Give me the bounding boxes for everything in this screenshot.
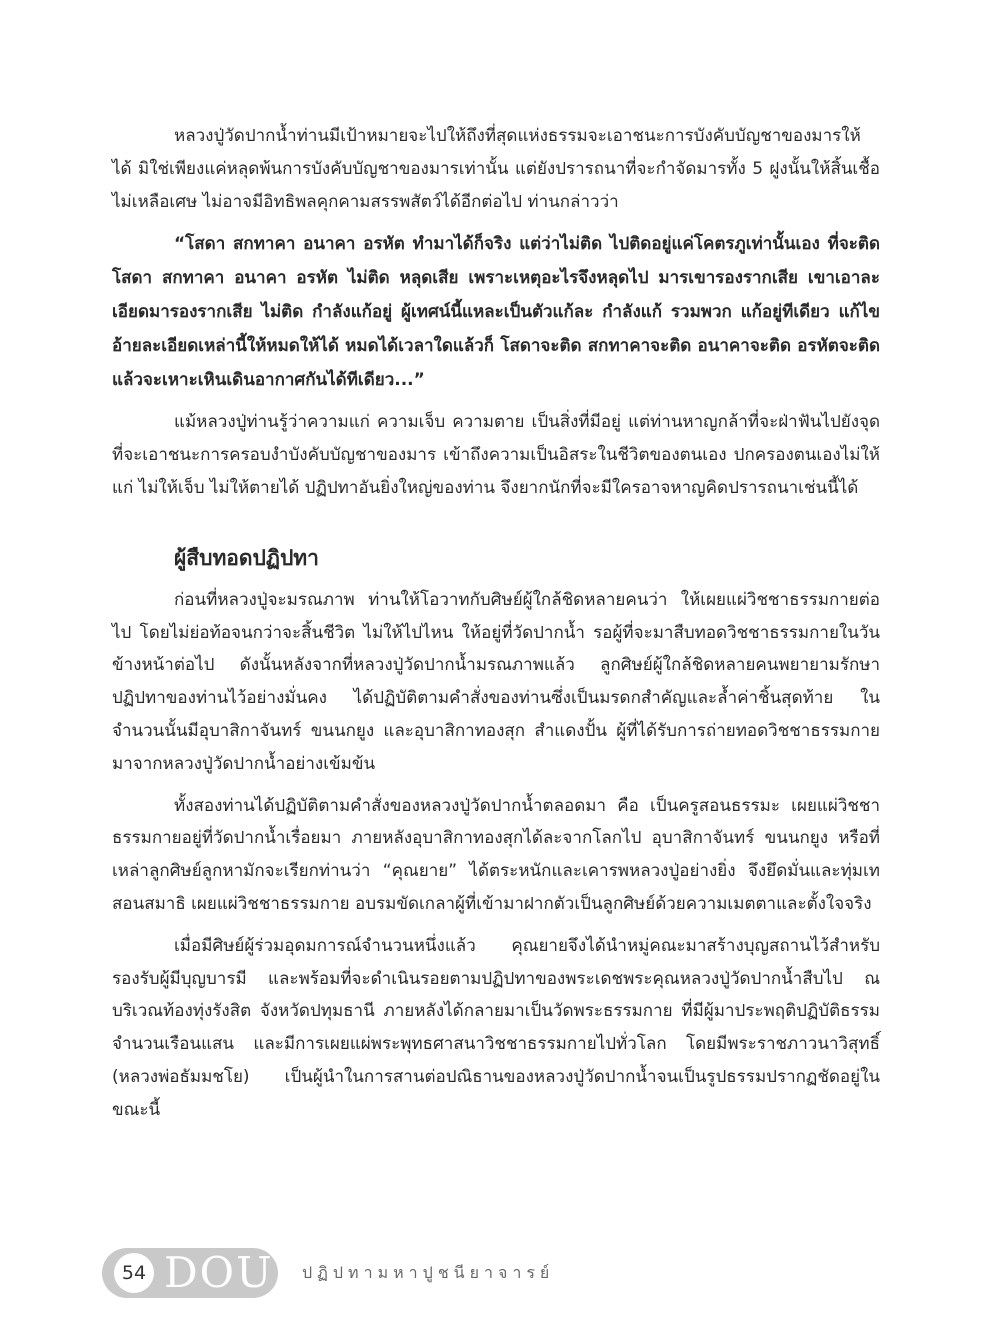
page-number: 54	[114, 1253, 154, 1293]
footer-badge	[102, 1248, 278, 1298]
paragraph-5: เมื่อมีศิษย์ผู้ร่วมอุดมการณ์จำนวนหนึ่งแล้ว คุณยายจึงได้นำหมู่คณะมาสร้างบุญสถานไว้สำหรับรองรับผู้มีบุญบารมี และพร้อมที่จะดำเนินรอยตามปฏิปทาของพระเดชพระคุณหลวงปู่วัดปากน้ำสืบไป ณ บริเวณท้องทุ่งรังสิต จังหวัดปทุมธานี ภายหลังได้กลายมาเป็นวัดพระธรรมกาย ที่มีผู้มาประพฤติปฏิบัติธรรมจำนวนเรือนแสน และมีการเผยแผ่พระพุทธศาสนาวิชชาธรรมกายไปทั่วโลก โดยมีพระราชภาวนาวิสุทธิ์ (หลวงพ่อธัมมชโย) เป็นผู้นำในการสานต่อปณิธานของหลวงปู่วัดปากน้ำจนเป็นรูปธรรมปรากฏชัดอยู่ในขณะนี้	[112, 935, 880, 1120]
paragraph-2: แม้หลวงปู่ท่านรู้ว่าความแก่ ความเจ็บ ความตาย เป็นสิ่งที่มีอยู่ แต่ท่านหาญกล้าที่จะฝ่าฟันไปยังจุดที่จะเอาชนะการครอบงำบังคับบัญชาของมาร เข้าถึงความเป็นอิสระในชีวิตของตนเอง ปกครองตนเองไม่ให้แก่ ไม่ให้เจ็บ ไม่ให้ตายได้ ปฏิปทาอันยิ่งใหญ่ของท่าน จึงยากนักที่จะมีใครอาจหาญคิดปรารถนาเช่นนี้ได้	[112, 412, 880, 498]
quote-block: “โสดา สกทาคา อนาคา อรหัต ทำมาได้ก็จริง แต่ว่าไม่ติด ไปติดอยู่แค่โคตรภูเท่านั้นเอง ที่จะติดโสดา สกทาคา อนาคา อรหัต ไม่ติด หลุดเสีย เพราะเหตุอะไรจึงหลุดไป มารเขารองรากเสีย เขาเอาละเอียดมารองรากเสีย ไม่ติด กำลังแก้อยู่ ผู้เทศน์นี้แหละเป็นตัวแก้ละ กำลังแก้ รวมพวก แก้อยู่ทีเดียว แก้ไขอ้ายละเอียดเหล่านี้ให้หมดให้ได้ หมดได้เวลาใดแล้วก็ โสดาจะติด สกทาคาจะติด อนาคาจะติด อรหัตจะติด แล้วจะเหาะเหินเดินอากาศกันได้ทีเดียว...”	[112, 234, 880, 391]
book-title: ปฏิปทามหาปูชนียาจารย์	[302, 1262, 555, 1282]
section-heading: ผู้สืบทอดปฏิปทา	[174, 545, 319, 570]
page-footer	[102, 1248, 554, 1298]
paragraph-3: ก่อนที่หลวงปู่จะมรณภาพ ท่านให้โอวาทกับศิษย์ผู้ใกล้ชิดหลายคนว่า ให้เผยแผ่วิชชาธรรมกายต่อไป โดยไม่ย่อท้อจนกว่าจะสิ้นชีวิต ไม่ให้ไปไหน ให้อยู่ที่วัดปากน้ำ รอผู้ที่จะมาสืบทอดวิชชาธรรมกายในวันข้างหน้าต่อไป ดังนั้นหลังจากที่หลวงปู่วัดปากน้ำมรณภาพแล้ว ลูกศิษย์ผู้ใกล้ชิดหลายคนพยายามรักษาปฏิปทาของท่านไว้อย่างมั่นคง ได้ปฏิบัติตามคำสั่งของท่านซึ่งเป็นมรดกสำคัญและล้ำค่าชิ้นสุดท้าย ในจำนวนนั้นมีอุบาสิกาจันทร์ ขนนกยูง และอุบาสิกาทองสุก สำแดงปั้น ผู้ที่ได้รับการถ่ายทอดวิชชาธรรมกายมาจากหลวงปู่วัดปากน้ำอย่างเข้มข้น	[112, 589, 880, 774]
paragraph-1: หลวงปู่วัดปากน้ำท่านมีเป้าหมายจะไปให้ถึงที่สุดแห่งธรรมจะเอาชนะการบังคับบัญชาของมารให้ได้ มิใช่เพียงแค่หลุดพ้นการบังคับบัญชาของมารเท่านั้น แต่ยังปรารถนาที่จะกำจัดมารทั้ง 5 ฝูงนั้นให้สิ้นเชื้อไม่เหลือเศษ ไม่อาจมีอิทธิพลคุกคามสรรพสัตว์ได้อีกต่อไป ท่านกล่าวว่า	[112, 126, 880, 212]
page-content	[112, 120, 880, 1127]
paragraph-4: ทั้งสองท่านได้ปฏิบัติตามคำสั่งของหลวงปู่วัดปากน้ำตลอดมา คือ เป็นครูสอนธรรมะ เผยแผ่วิชชาธรรมกายอยู่ที่วัดปากน้ำเรื่อยมา ภายหลังอุบาสิกาทองสุกได้ละจากโลกไป อุบาสิกาจันทร์ ขนนกยูง หรือที่เหล่าลูกศิษย์ลูกหามักจะเรียกท่านว่า “คุณยาย” ได้ตระหนักและเคารพหลวงปู่อย่างยิ่ง จึงยึดมั่นและทุ่มเทสอนสมาธิ เผยแผ่วิชชาธรรมกาย อบรมขัดเกลาผู้ที่เข้ามาฝากตัวเป็นลูกศิษย์ด้วยความเมตตาและตั้งใจจริง	[112, 795, 880, 914]
brand-logo: DOU	[164, 1248, 274, 1297]
